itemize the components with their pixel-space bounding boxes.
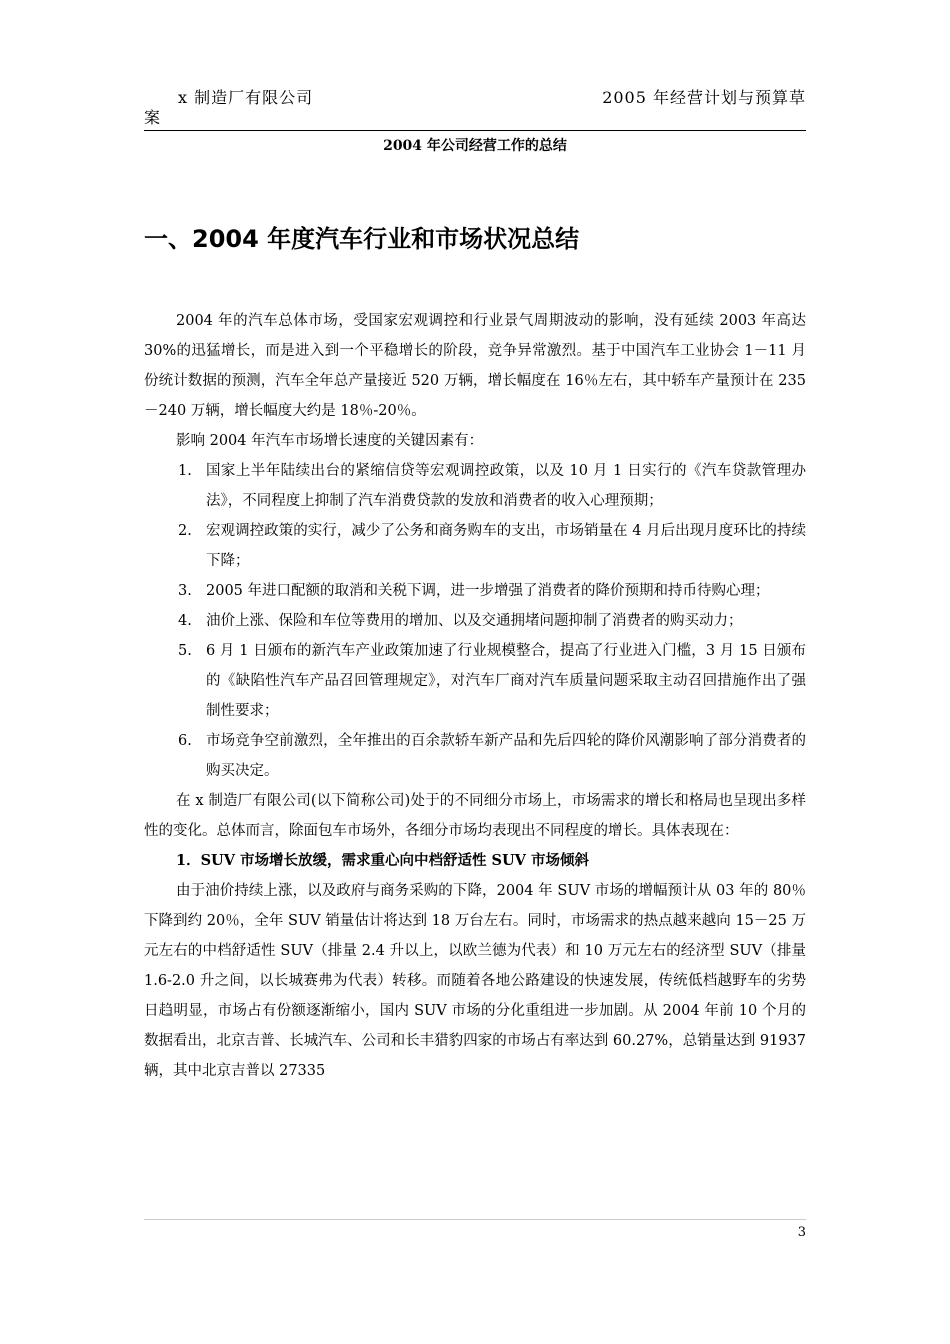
list-item-text: 2005 年进口配额的取消和关税下调，进一步增强了消费者的降价预期和持币待购心理； bbox=[206, 583, 770, 599]
document-page bbox=[144, 0, 806, 1344]
list-item-number: 2. bbox=[178, 523, 192, 539]
list-item bbox=[144, 636, 806, 726]
list-item-number: 4. bbox=[178, 613, 192, 629]
list-item-number: 5. bbox=[178, 643, 192, 659]
list-item-text: 6 月 1 日颁布的新汽车产业政策加速了行业规模整合，提高了行业进入门槛，3 月 15 日颁布的《缺陷性汽车产品召回管理规定》，对汽车厂商对汽车质量问题采取主动召回措施作出了强制性要求； bbox=[206, 643, 806, 719]
document-title: 2004 年公司经营工作的总结 bbox=[383, 138, 567, 154]
header-company-name: x 制造厂有限公司 bbox=[178, 88, 314, 107]
body-text bbox=[144, 306, 806, 1086]
header-document-title: 2005 年经营计划与预算草 bbox=[602, 88, 806, 107]
page-header bbox=[144, 86, 806, 131]
intro-paragraph: 2004 年的汽车总体市场，受国家宏观调控和行业景气周期波动的影响，没有延续 2003 年高达 30%的迅猛增长，而是进入到一个平稳增长的阶段，竞争异常激烈。基于中国汽车工业协会 1－11 月份统计数据的预测，汽车全年总产量接近 520 万辆，增长幅度在 16％左右，其中轿车产量预计在 235－240 万辆，增长幅度大约是 18％-20％。 bbox=[144, 313, 806, 419]
page-number: 3 bbox=[797, 1225, 806, 1240]
list-item-text: 宏观调控政策的实行，减少了公务和商务购车的支出，市场销量在 4 月后出现月度环比的持续下降； bbox=[206, 523, 806, 569]
page-footer bbox=[144, 1219, 806, 1240]
list-item-number: 1. bbox=[178, 463, 192, 479]
suv-paragraph: 由于油价持续上涨，以及政府与商务采购的下降，2004 年 SUV 市场的增幅预计从 03 年的 80％下降到约 20％，全年 SUV 销量估计将达到 18 万台左右。同时，市场需求的热点越来越向 15－25 万元左右的中档舒适性 SUV（排量 2.4 升以上，以欧兰德为代表）和 10 万元左右的经济型 SUV（排量 1.6-2.0 升之间，以长城赛弗为代表）转移。而随着各地公路建设的快速发展，传统低档越野车的劣势日趋明显，市场占有份额逐渐缩小，国内 SUV 市场的分化重组进一步加剧。从 2004 年前 10 个月的数据看出，北京吉普、长城汽车、公司和长丰猎豹四家的市场占有率达到 60.27%，总销量达到 91937 辆，其中北京吉普以 27335 bbox=[144, 883, 806, 1079]
suv-subheading: 1．SUV 市场增长放缓，需求重心向中档舒适性 SUV 市场倾斜 bbox=[176, 852, 589, 869]
segment-paragraph: 在 x 制造厂有限公司(以下简称公司)处于的不同细分市场上，市场需求的增长和格局也呈现出多样性的变化。总体而言，除面包车市场外，各细分市场均表现出不同程度的增长。具体表现在： bbox=[144, 793, 806, 839]
section-heading: 一、2004 年度汽车行业和市场状况总结 bbox=[144, 225, 580, 253]
list-item bbox=[144, 456, 806, 516]
list-item bbox=[144, 606, 806, 636]
header-document-title-wrap: 案 bbox=[144, 108, 161, 127]
list-item bbox=[144, 726, 806, 786]
list-item-number: 3. bbox=[178, 583, 192, 599]
list-item-text: 国家上半年陆续出台的紧缩信贷等宏观调控政策，以及 10 月 1 日实行的《汽车贷款管理办法》，不同程度上抑制了汽车消费贷款的发放和消费者的收入心理预期； bbox=[206, 463, 806, 509]
list-item-text: 市场竞争空前激烈，全年推出的百余款轿车新产品和先后四轮的降价风潮影响了部分消费者的购买决定。 bbox=[206, 733, 806, 779]
factors-lead-paragraph: 影响 2004 年汽车市场增长速度的关键因素有： bbox=[176, 433, 484, 449]
list-item bbox=[144, 576, 806, 606]
list-item-text: 油价上涨、保险和车位等费用的增加、以及交通拥堵问题抑制了消费者的购买动力； bbox=[206, 613, 743, 629]
list-item bbox=[144, 516, 806, 576]
list-item-number: 6. bbox=[178, 733, 192, 749]
